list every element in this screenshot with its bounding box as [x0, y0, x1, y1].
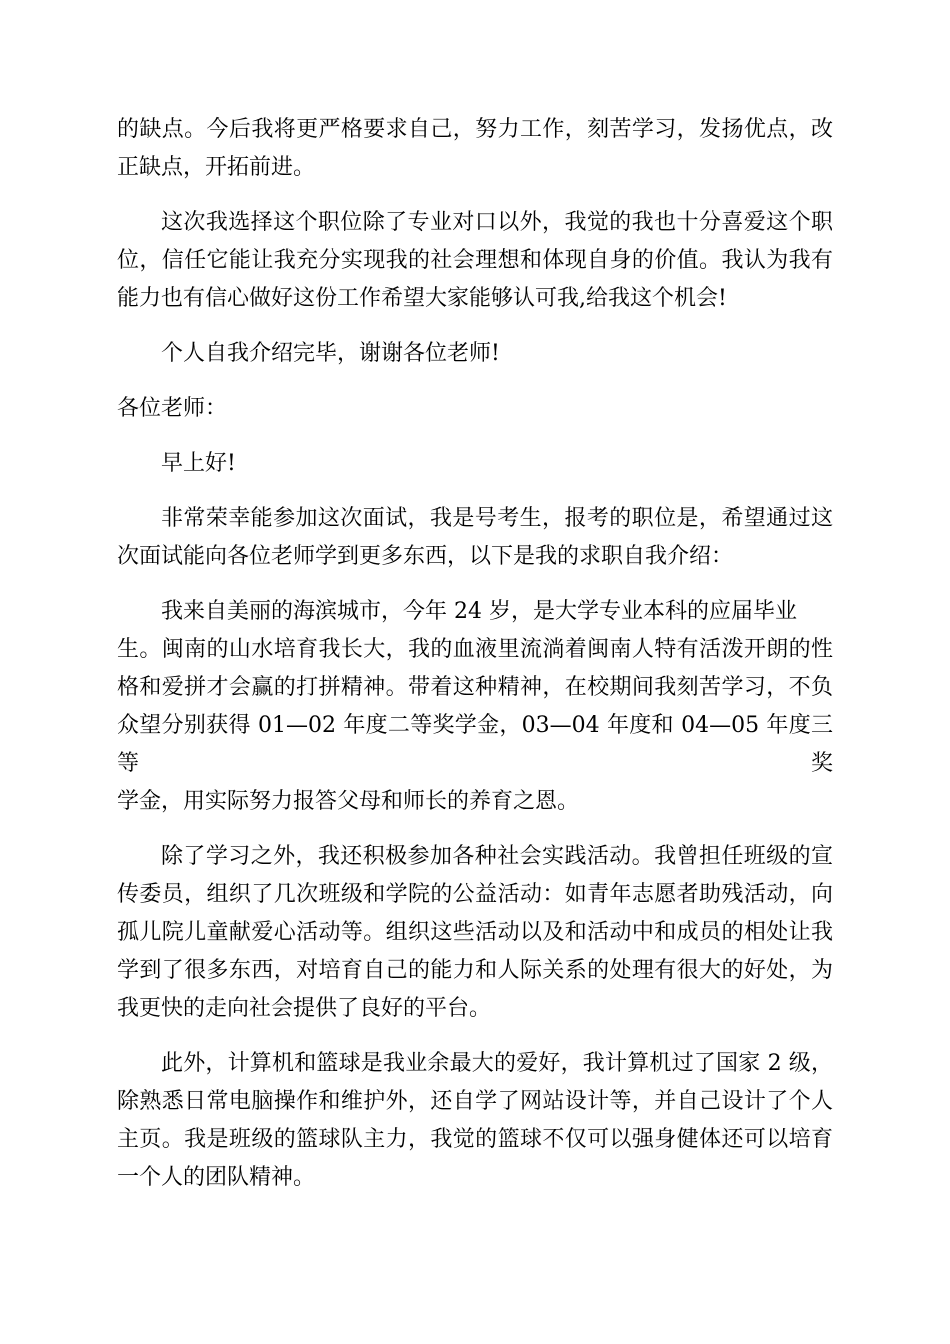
paragraph — [117, 111, 833, 187]
text-line: 个人自我介绍完毕，谢谢各位老师! — [161, 341, 500, 366]
text-line: 一个人的团队精神。 — [117, 1165, 316, 1190]
text-line: 我更快的走向社会提供了良好的平台。 — [117, 996, 492, 1021]
greeting: 早上好! — [161, 451, 236, 476]
text-line: 非常荣幸能参加这次面试，我是号考生，报考的职位是，希望通过这 — [161, 506, 833, 531]
text-line: 学金，用实际努力报答父母和师长的养育之恩。 — [117, 789, 580, 814]
paragraph — [117, 500, 833, 576]
text-line: 我来自美丽的海滨城市，今年 24 岁，是大学专业本科的应届毕业 — [161, 599, 797, 624]
text-line: 学到了很多东西，对培育自己的能力和人际关系的处理有很大的好处，为 — [117, 958, 833, 983]
salutation: 各位老师： — [117, 396, 228, 421]
paragraph — [117, 1045, 833, 1197]
text-line: 孤儿院儿童献爱心活动等。组织这些活动以及和活动中和成员的相处让我 — [117, 920, 833, 945]
paragraph — [117, 335, 833, 373]
paragraph — [117, 445, 833, 483]
text-line: 传委员，组织了几次班级和学院的公益活动：如青年志愿者助残活动，向 — [117, 882, 833, 907]
paragraph — [117, 593, 833, 821]
document-body — [117, 111, 833, 1214]
text-line: 这次我选择这个职位除了专业对口以外，我觉的我也十分喜爱这个职 — [161, 210, 833, 235]
paragraph — [117, 838, 833, 1028]
text-line: 正缺点，开拓前进。 — [117, 155, 316, 180]
text-line: 格和爱拼才会赢的打拼精神。带着这种精神，在校期间我刻苦学习，不负 — [117, 675, 833, 700]
text-line: 位，信任它能让我充分实现我的社会理想和体现自身的价值。我认为我有 — [117, 248, 833, 273]
text-line: 除熟悉日常电脑操作和维护外，还自学了网站设计等，并自己设计了个人 — [117, 1089, 833, 1114]
text-line: 的缺点。今后我将更严格要求自己，努力工作，刻苦学习，发扬优点，改 — [117, 117, 833, 142]
text-line: 次面试能向各位老师学到更多东西，以下是我的求职自我介绍： — [117, 544, 734, 569]
text-line: 除了学习之外，我还积极参加各种社会实践活动。我曾担任班级的宣 — [161, 844, 833, 869]
text-line: 能力也有信心做好这份工作希望大家能够认可我,给我这个机会! — [117, 286, 727, 311]
paragraph — [117, 390, 833, 428]
text-line: 此外，计算机和篮球是我业余最大的爱好，我计算机过了国家 2 级， — [161, 1051, 833, 1076]
text-line: 众望分别获得 01—02 年度二等奖学金，03—04 年度和 04—05 年度三等奖 — [117, 713, 833, 776]
text-line: 生。闽南的山水培育我长大，我的血液里流淌着闽南人特有活泼开朗的性 — [117, 637, 833, 662]
paragraph — [117, 204, 833, 318]
text-line: 主页。我是班级的篮球队主力，我觉的篮球不仅可以强身健体还可以培育 — [117, 1127, 833, 1152]
